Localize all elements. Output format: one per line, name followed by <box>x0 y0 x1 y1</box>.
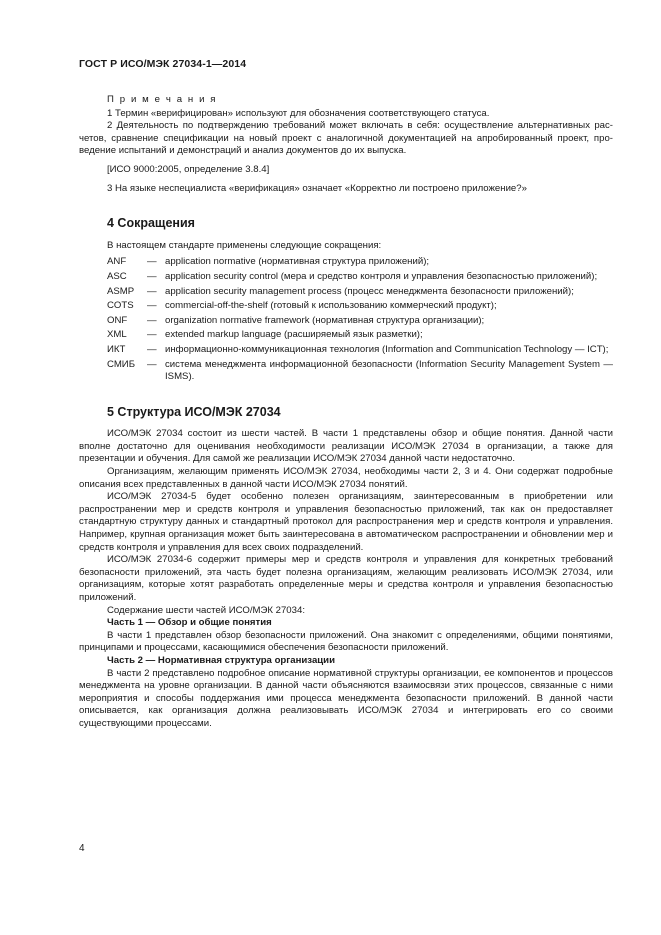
abbreviation-definition: application normative (нормативная структура приложений); <box>165 256 430 268</box>
abbreviation-definition: application security control (мера и средство контроля и управления безопасностью приложений); <box>165 270 598 282</box>
section-5-paragraph-1: ИСО/МЭК 27034 состоит из шести частей. В части 1 представлены обзор и общие понятия. Данной части вполне достаточно для оценивания необходимости реализации ИСО/МЭК 27034 в организации, а также для презентации и обучения. Для самой же реализации ИСО/МЭК 27034 данной части недостаточно. <box>79 428 613 465</box>
note-reference: [ИСО 9000:2005, определение 3.8.4] <box>107 163 270 175</box>
abbreviation-definition: система менеджмента информационной безопасности (Information Security Management System — ISMS). <box>165 358 613 383</box>
abbreviation-dash: — <box>147 343 157 355</box>
abbreviation-definition: информационно-коммуникационная технология (Information and Communication Technology — ICT); <box>165 343 609 355</box>
abbreviation-term: ASMP <box>107 285 135 297</box>
abbreviation-item <box>79 344 613 357</box>
part-1-text: В части 1 представлен обзор безопасности приложений. Она знакомит с определениями, общими понятиями, принципами и процессами, касающимися обеспечения безопасности приложений. <box>79 629 613 654</box>
section-4-intro: В настоящем стандарте применены следующие сокращения: <box>107 239 382 251</box>
abbreviation-item <box>79 329 613 342</box>
abbreviation-term: ONF <box>107 314 128 326</box>
abbreviation-list <box>79 256 613 383</box>
section-5-paragraph-3: ИСО/МЭК 27034-5 будет особенно полезен организациям, заинтересованным в приобретении или распространении мер и средств контроля и управления безопасностью приложений, так как он предоставляет стандартную структуру данных и стандартный протокол для распространения мер и средств контроля и управления. Например, крупная организация может быть заинтересована в автоматическом распространении и обновлении мер и средств контроля и управления для всех своих подразделений. <box>79 491 613 553</box>
abbreviation-item <box>79 271 613 284</box>
abbreviation-item <box>79 256 613 269</box>
note-3: 3 На языке неспециалиста «верификация» означает «Корректно ли построено приложение?» <box>107 182 527 194</box>
note-1: 1 Термин «верифицирован» используют для обозначения соответствующего статуса. <box>107 107 490 119</box>
page-content <box>79 94 613 731</box>
abbreviation-term: ANF <box>107 256 127 268</box>
abbreviation-definition: organization normative framework (нормативная структура организации); <box>165 314 485 326</box>
abbreviation-item <box>79 359 613 384</box>
running-header: ГОСТ Р ИСО/МЭК 27034-1—2014 <box>79 58 247 70</box>
section-5-paragraph-2: Организациям, желающим применять ИСО/МЭК 27034, необходимы части 2, 3 и 4. Они содержат подробные описания всех представленных в данной части ИСО/МЭК 27034 понятий. <box>79 466 613 490</box>
abbreviation-dash: — <box>147 285 157 297</box>
abbreviation-term: COTS <box>107 300 134 312</box>
abbreviation-dash: — <box>147 256 157 268</box>
part-2-text: В части 2 представлено подробное описание нормативной структуры организации, ее компонентов и процессов менеджмента на уровне организации. В данной части объясняются взаимосвязи этих процессов, связанные с ними мероприятия и способы поддержания ими процесса менеджмента безопасности приложений. В данной части описывается, как организация должна реализовывать ИСО/МЭК 27034 и интегрировать его со своими существующими процессами. <box>79 667 613 729</box>
abbreviation-item <box>79 315 613 328</box>
abbreviation-definition: extended markup language (расширяемый язык разметки); <box>165 329 423 341</box>
section-5-paragraph-5: Содержание шести частей ИСО/МЭК 27034: <box>107 604 305 616</box>
abbreviation-dash: — <box>147 314 157 326</box>
abbreviation-term: ASC <box>107 270 127 282</box>
abbreviation-dash: — <box>147 329 157 341</box>
abbreviation-term: СМИБ <box>107 358 136 370</box>
part-2-title: Часть 2 — Нормативная структура организации <box>107 654 335 666</box>
part-1-title: Часть 1 — Обзор и общие понятия <box>107 617 272 629</box>
abbreviation-item <box>79 286 613 299</box>
page-number: 4 <box>79 843 85 854</box>
abbreviation-dash: — <box>147 300 157 312</box>
abbreviation-term: XML <box>107 329 127 341</box>
abbreviation-term: ИКТ <box>107 343 126 355</box>
section-4-heading: 4 Сокращения <box>107 216 195 231</box>
notes-title: П р и м е ч а н и я <box>107 94 218 105</box>
section-5-heading: 5 Структура ИСО/МЭК 27034 <box>107 404 281 419</box>
abbreviation-dash: — <box>147 358 157 370</box>
abbreviation-item <box>79 300 613 313</box>
abbreviation-definition: application security management process (процесс менеджмента безопасности приложений); <box>165 285 574 297</box>
section-5-paragraph-4: ИСО/МЭК 27034-6 содержит примеры мер и средств контроля и управления для конкретных требований безопасности приложений, эта часть будет полезна организациям, желающим реализовать ИСО/МЭК 27034, или организациям, которые хотят разработать определенные меры и средства контроля и управления безопасностью приложений. <box>79 554 613 603</box>
abbreviation-dash: — <box>147 270 157 282</box>
note-2: 2 Деятельность по подтверждению требований может включать в себя: осуществление альтернативных расчетов, сравнение спецификации на новый проект с аналогичной документацией на апробированный проект, проведение испытаний и демонстраций и анализ документов до их выпуска. <box>79 120 613 157</box>
abbreviation-definition: commercial-off-the-shelf (готовый к использованию коммерческий продукт); <box>165 300 497 312</box>
